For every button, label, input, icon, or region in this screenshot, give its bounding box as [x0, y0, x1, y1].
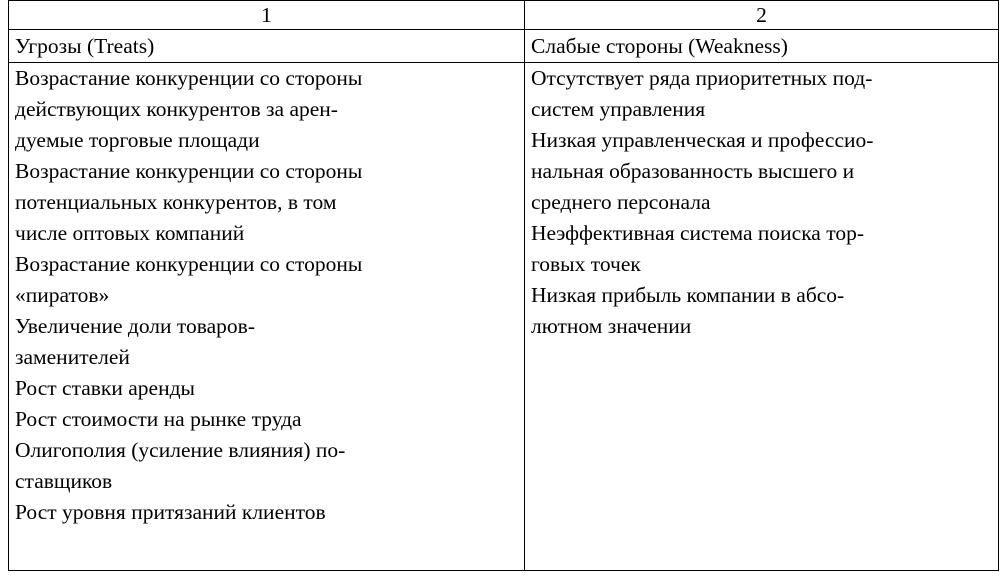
threats-line: Возрастание конкуренции со стороны — [15, 66, 363, 90]
threats-line: действующих конкурентов за арен- — [15, 97, 338, 121]
column-number-2: 2 — [525, 1, 999, 30]
weakness-line: Низкая прибыль компании в абсо- — [531, 283, 845, 307]
weakness-line: Низкая управленческая и профессио- — [531, 128, 874, 152]
column-number-1: 1 — [9, 1, 525, 30]
threats-line: потенциальных конкурентов, в том — [15, 190, 337, 214]
weakness-line: среднего персонала — [531, 190, 711, 214]
weakness-line: нальная образованность высшего и — [531, 159, 855, 183]
threats-line: Возрастание конкуренции со стороны — [15, 252, 363, 276]
threats-cell — [9, 63, 525, 571]
weakness-line: систем управления — [531, 97, 706, 121]
weakness-line: Неэффективная система поиска тор- — [531, 221, 864, 245]
threats-line: Рост уровня притязаний клиентов — [15, 500, 326, 524]
header-weakness: Слабые стороны (Weakness) — [525, 30, 999, 63]
threats-line: Возрастание конкуренции со стороны — [15, 159, 363, 183]
threats-line: заменителей — [15, 345, 130, 369]
weakness-line: Отсутствует ряда приоритетных под- — [531, 66, 873, 90]
threats-line: «пиратов» — [15, 283, 110, 307]
weakness-cell — [525, 63, 999, 571]
swot-table — [8, 0, 999, 571]
weakness-line: лютном значении — [531, 314, 692, 338]
header-row — [9, 30, 999, 63]
threats-line: числе оптовых компаний — [15, 221, 245, 245]
content-row — [9, 63, 999, 571]
column-number-row — [9, 1, 999, 30]
threats-line: Рост стоимости на рынке труда — [15, 407, 302, 431]
swot-table-container — [8, 0, 999, 571]
threats-line: ставщиков — [15, 469, 113, 493]
threats-line: Увеличение доли товаров- — [15, 314, 255, 338]
threats-line: дуемые торговые площади — [15, 128, 260, 152]
threats-line: Олигополия (усиление влияния) по- — [15, 438, 346, 462]
header-threats: Угрозы (Treats) — [9, 30, 525, 63]
weakness-line: говых точек — [531, 252, 641, 276]
threats-line: Рост ставки аренды — [15, 376, 195, 400]
